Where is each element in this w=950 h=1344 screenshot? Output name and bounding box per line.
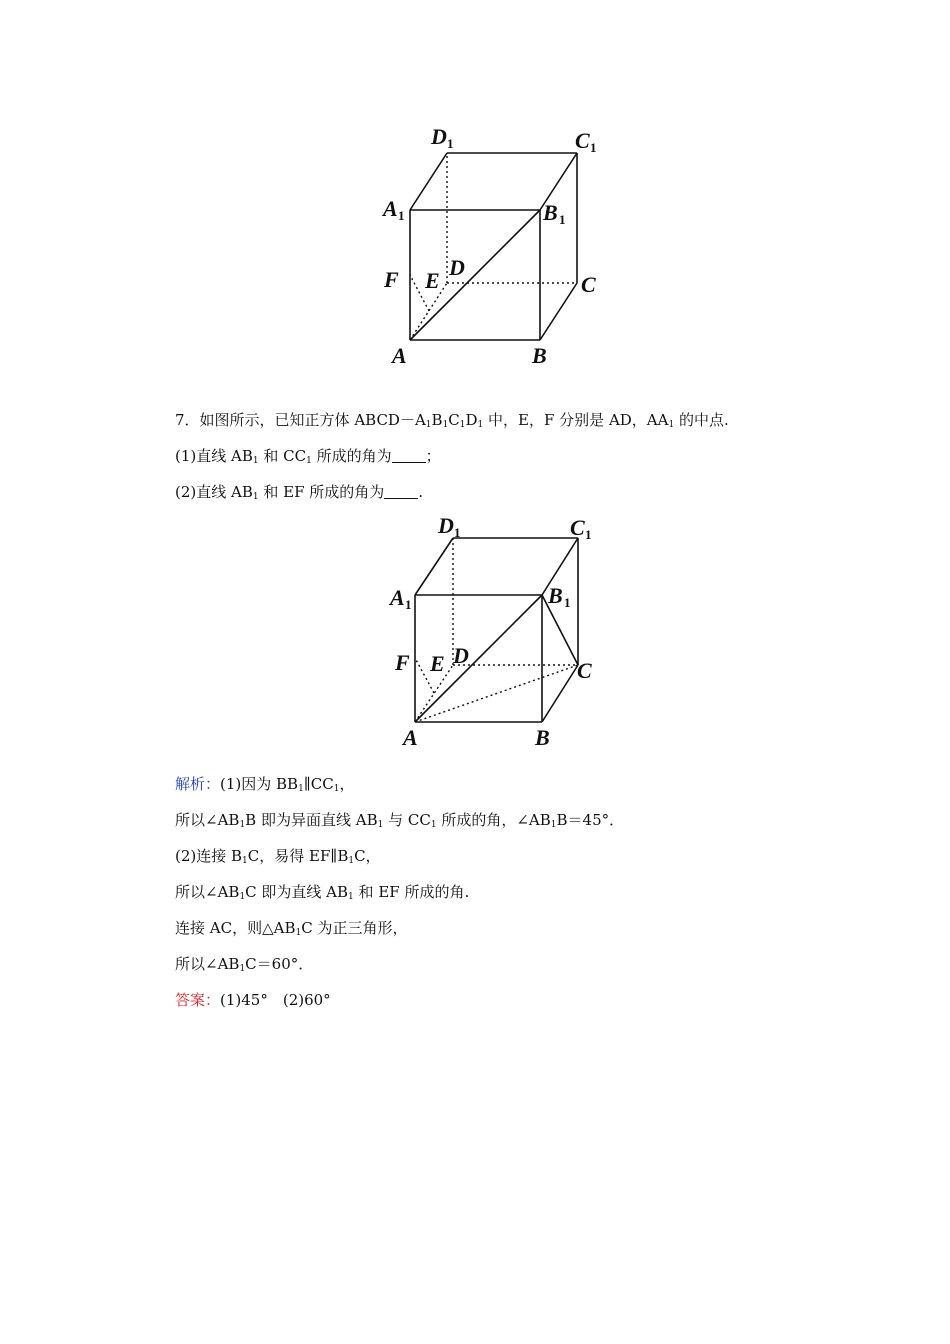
label-B1: B bbox=[548, 583, 563, 608]
problem-statement: 7．如图所示，已知正方体 $ABCD-A_1B_1C_1D_1$ 中，E，F 分别是 AD，$AA_1$ 的中点. bbox=[175, 411, 729, 430]
answer-tag: 答案： bbox=[175, 991, 221, 1009]
cube-diagram-1 bbox=[375, 120, 615, 370]
label-C1: C bbox=[575, 128, 590, 153]
label-E: E bbox=[430, 651, 445, 676]
label-D1: D bbox=[431, 124, 447, 149]
solution-tag: 解析： bbox=[175, 775, 221, 793]
solution-line-2: 所以$\angle AB_1B$ 即为异面直线 $AB_1$ 与 $CC_1$ 所成的角，$\angle AB_1B=45^\circ$． bbox=[175, 811, 625, 830]
label-B1-sub: 1 bbox=[564, 595, 571, 610]
label-D: D bbox=[453, 643, 469, 668]
answer-text: (1)45° (2)60° bbox=[220, 991, 331, 1009]
label-A1-sub: 1 bbox=[405, 597, 412, 612]
cube-diagram-2 bbox=[380, 505, 620, 755]
label-F: F bbox=[395, 650, 410, 675]
cube-figure-1 bbox=[375, 120, 615, 370]
label-A: A bbox=[403, 725, 418, 750]
label-C1-sub: 1 bbox=[585, 527, 592, 542]
label-D1-sub: 1 bbox=[447, 136, 454, 151]
answer-blank-1 bbox=[392, 448, 426, 463]
label-A: A bbox=[392, 343, 407, 368]
label-A1: A bbox=[390, 585, 405, 610]
label-A1-sub: 1 bbox=[398, 208, 405, 223]
edge-A1-D1 bbox=[415, 538, 453, 595]
label-D1-sub: 1 bbox=[454, 525, 461, 540]
label-C1: C bbox=[570, 515, 585, 540]
cube-figure-2 bbox=[380, 505, 620, 755]
answer-blank-2 bbox=[384, 484, 418, 499]
label-B: B bbox=[532, 343, 547, 368]
label-B: B bbox=[535, 725, 550, 750]
question-1: (1)直线 $AB_1$ 和 $CC_1$ 所成的角为 ； bbox=[175, 447, 441, 466]
solution-line-5: 连接 AC，则$\triangle AB_1C$ 为正三角形， bbox=[175, 919, 408, 938]
label-F: F bbox=[384, 267, 399, 292]
edge-A1-D1 bbox=[410, 153, 447, 210]
solution-line-6: 所以$\angle AB_1C=60^\circ$． bbox=[175, 955, 314, 974]
solution-line-4: 所以$\angle AB_1C$ 即为直线 $AB_1$ 和 EF 所成的角. bbox=[175, 883, 470, 902]
edge-C-B bbox=[542, 665, 578, 722]
label-B1-sub: 1 bbox=[559, 212, 566, 227]
label-A1: A bbox=[383, 196, 398, 221]
label-B1: B bbox=[543, 200, 558, 225]
label-C: C bbox=[581, 272, 596, 297]
solution-line-1: 解析：(1)因为 $BB_1\parallel CC_1$， bbox=[175, 775, 355, 794]
answer-line bbox=[175, 990, 331, 1010]
label-C: C bbox=[577, 658, 592, 683]
edge-C-B bbox=[540, 283, 577, 340]
label-E: E bbox=[425, 268, 440, 293]
label-D: D bbox=[449, 255, 465, 280]
solution-line-3: (2)连接 $B_1C$，易得 $EF\parallel B_1C$， bbox=[175, 847, 381, 866]
label-C1-sub: 1 bbox=[590, 140, 597, 155]
label-D1: D bbox=[438, 513, 454, 538]
question-2: (2)直线 $AB_1$ 和 EF 所成的角为 . bbox=[175, 483, 424, 502]
